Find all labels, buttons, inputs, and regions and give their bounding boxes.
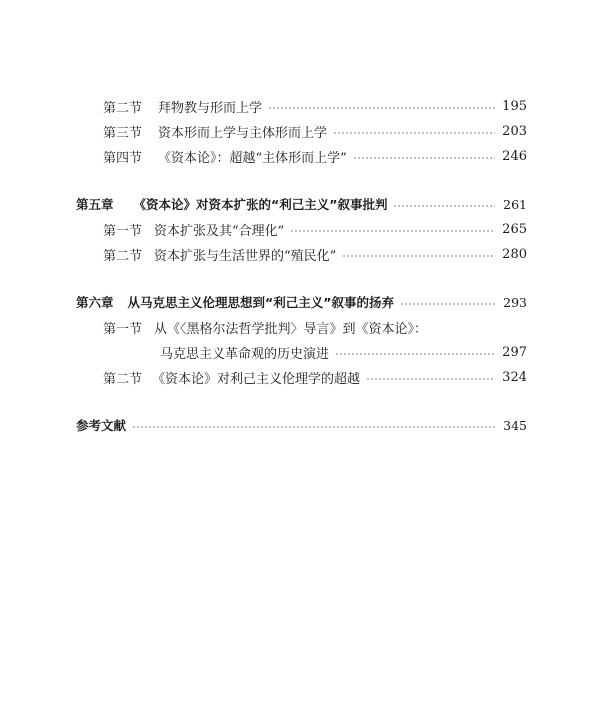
dot-leader xyxy=(342,255,495,257)
toc-entry-label: 第二节 xyxy=(103,100,143,116)
toc-entry xyxy=(0,121,616,141)
dot-leader xyxy=(333,132,495,134)
toc-entry-title: 《资本论》：超越“主体形而上学” xyxy=(158,150,347,166)
toc-entry-chapter xyxy=(0,292,616,312)
toc-entry-page: 297 xyxy=(502,344,527,360)
toc-entry xyxy=(0,317,616,337)
toc-entry-title: 资本形而上学与主体形而上学 xyxy=(158,125,328,141)
toc-entry-label: 第一节 xyxy=(103,321,143,337)
toc-entry-title: 马克思主义革命观的历史演进 xyxy=(160,346,330,362)
toc-entry-page: 195 xyxy=(502,98,527,114)
toc-entry-title: 拜物教与形而上学 xyxy=(158,100,263,116)
dot-leader xyxy=(268,107,495,109)
toc-entry-label: 第五章 xyxy=(76,197,114,212)
toc-entry xyxy=(0,96,616,116)
toc-entry-page: 246 xyxy=(502,148,527,164)
toc-entry xyxy=(0,367,616,387)
toc-entry-page: 261 xyxy=(503,196,527,212)
toc-entry-title: 资本扩张及其“合理化” xyxy=(154,223,285,239)
toc-entry-title: 《资本论》对资本扩张的“利己主义”叙事批判 xyxy=(133,197,388,212)
dot-leader xyxy=(400,303,495,305)
toc-entry-label: 参考文献 xyxy=(76,418,127,433)
dot-leader xyxy=(393,205,495,207)
toc-entry-label: 第六章 xyxy=(76,295,114,310)
dot-leader xyxy=(290,230,495,232)
toc-entry-page: 345 xyxy=(503,417,527,433)
toc-entry-label: 第二节 xyxy=(103,371,143,387)
toc-entry-page: 324 xyxy=(502,369,527,385)
toc-entry-label: 第四节 xyxy=(103,150,143,166)
toc-entry-label: 第一节 xyxy=(103,223,143,239)
dot-leader xyxy=(366,378,495,380)
toc-entry-title: 从《〈黑格尔法哲学批判〉导言》到《资本论》： xyxy=(154,321,428,337)
toc-entry-label: 第三节 xyxy=(103,125,143,141)
toc-entry-references xyxy=(0,415,616,435)
toc-entry-page: 203 xyxy=(502,123,527,139)
toc-entry-label: 第二节 xyxy=(103,248,143,264)
toc-entry-title: 资本扩张与生活世界的“殖民化” xyxy=(154,248,337,264)
toc-entry xyxy=(0,219,616,239)
dot-leader xyxy=(335,353,495,355)
dot-leader xyxy=(353,157,495,159)
toc-entry-title: 从马克思主义伦理思想到“利己主义”叙事的扬弃 xyxy=(127,295,394,310)
toc-entry xyxy=(0,146,616,166)
toc-entry-title: 《资本论》对利己主义伦理学的超越 xyxy=(152,371,361,387)
toc-entry-page: 280 xyxy=(502,246,527,262)
toc-entry-chapter xyxy=(0,194,616,214)
toc-entry-page: 265 xyxy=(502,221,527,237)
toc-entry-page: 293 xyxy=(503,294,527,310)
dot-leader xyxy=(132,426,495,428)
toc-entry xyxy=(0,244,616,264)
toc-entry-continuation xyxy=(0,342,616,362)
